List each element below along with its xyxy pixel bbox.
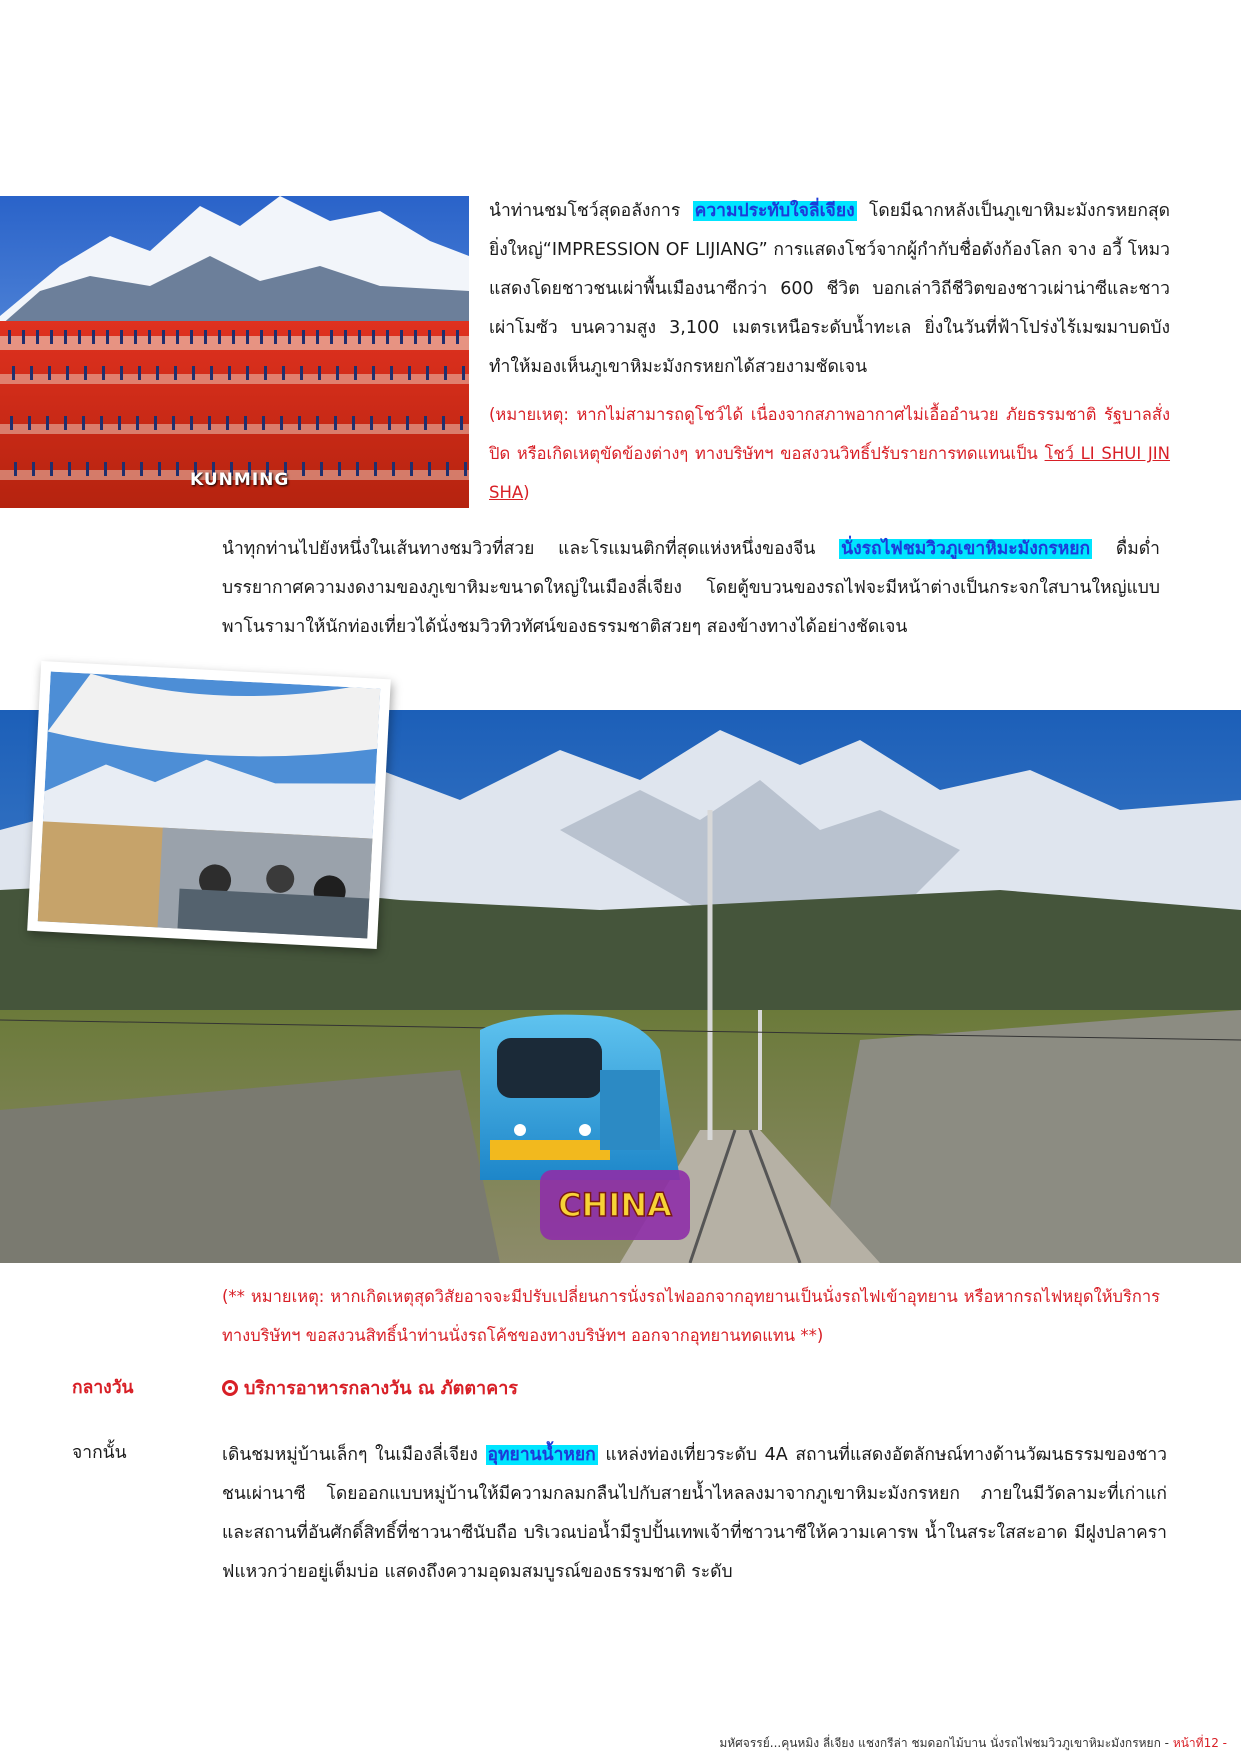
show-highlight: ความประทับใจลี่เจียง [694,201,855,221]
footer-text: มหัศจรรย์...คุนหมิง ลี่เจียง แชงกรีล่า ชมดอกไม้บาน นั่งรถไฟชมวิวภูเขาหิมะมังกรหยก - [719,1736,1173,1750]
train-note [222,1277,1160,1355]
show-note-link[interactable]: โชว์ LI SHUI JIN SHA [489,444,1171,502]
train-note-text: (** หมายเหตุ: หากเกิดเหตุสุดวิสัยอาจจะมีปรับเปลี่ยนการนั่งรถไฟออกจากอุทยานเป็นนั่งรถไฟเข้าอุทยาน หรือหากรถไฟหยุดให้บริการ ทางบริษัทฯ ขอสงวนสิทธิ์นำท่านนั่งรถโค้ชของทางบริษัทฯ ออกจากอุทยานทดแทน **) [222,1287,1160,1345]
after-label: จากนั้น [72,1443,127,1463]
train-highlight: นั่งรถไฟชมวิวภูเขาหิมะมังกรหยก [841,539,1091,559]
train-text-before: นำทุกท่านไปยังหนึ่งในเส้นทางชมวิวที่สวย และโรแมนติกที่สุดแห่งหนึ่งของจีน [222,539,840,559]
lunch-text: บริการอาหารกลางวัน ณ ภัตตาคาร [244,1378,518,1399]
show-note-end: ) [523,483,530,502]
train-description [222,530,1160,647]
train-interior-photo [27,661,391,949]
footer-page-number: หน้าที่12 - [1172,1736,1227,1750]
show-text-before: นำท่านชมโชว์สุดอลังการ [489,201,693,221]
show-text-after: โดยมีฉากหลังเป็นภูเขาหิมะมังกรหยกสุดยิ่งใหญ่“IMPRESSION OF LIJIANG” การแสดงโชว์จากผู้กำกับชื่อดังก้องโลก จาง อวี้ โหมว แสดงโดยชาวชนเผ่าพื้นเมืองนาซีกว่า 600 ชีวิต บอกเล่าวิถีชีวิตของชาวเผ่าน่าซีและชาวเผ่าโมซัว บนความสูง 3,100 เมตรเหนือระดับน้ำทะเล ยิ่งในวันที่ฟ้าโปร่งไร้เมฆมาบดบัง ทำให้มองเห็นภูเขาหิมะมังกรหยกได้สวยงามชัดเจน [489,201,1170,377]
meal-icon [222,1380,238,1396]
lunch-row [222,1373,518,1402]
china-logo: CHINA [558,1186,672,1224]
show-note [489,395,1170,512]
after-description [222,1436,1167,1592]
train-text-after: ดื่มด่ำบรรยากาศความงดงามของภูเขาหิมะขนาดใหญ่ในเมืองลี่เจียง โดยตู้ขบวนของรถไฟจะมีหน้าต่างเป็นกระจกใสบานใหญ่แบบพาโนรามาให้นักท่องเที่ยวได้นั่งชมวิวทิวทัศน์ของธรรมชาติสวยๆ สองข้างทางได้อย่างชัดเจน [222,539,1160,637]
photo-caption: KUNMING [190,470,290,490]
show-description [489,192,1170,387]
impression-show-photo [0,196,469,508]
after-text-before: เดินชมหมู่บ้านเล็กๆ ในเมืองลี่เจียง [222,1445,486,1465]
show-note-text: (หมายเหตุ: หากไม่สามารถดูโชว์ได้ เนื่องจากสภาพอากาศไม่เอื้ออำนวย ภัยธรรมชาติ รัฐบาลสั่งปิด หรือเกิดเหตุขัดข้องต่างๆ ทางบริษัทฯ ขอสงวนวิทธิ์ปรับรายการทดแทนเป็น [489,405,1170,463]
page-footer [719,1734,1227,1753]
after-highlight: อุทยานน้ำหยก [487,1445,596,1465]
after-text-after: แหล่งท่องเที่ยวระดับ 4A สถานที่แสดงอัตลักษณ์ทางด้านวัฒนธรรมของชาวชนเผ่านาซี โดยออกแบบหมู่บ้านให้มีความกลมกลืนไปกับสายน้ำไหลลงมาจากภูเขาหิมะมังกรหยก ภายในมีวัดลามะที่เก่าแก่ และสถานที่อันศักดิ์สิทธิ์ที่ชาวนาซีนับถือ บริเวณบ่อน้ำมีรูปปั้นเทพเจ้าที่ชาวนาซีให้ความเคารพ น้ำในสระใสสะอาด มีฝูงปลาคราฟแหวกว่ายอยู่เต็มบ่อ แสดงถึงความอุดมสมบูรณ์ของธรรมชาติ ระดับ [222,1445,1168,1582]
lunch-label: กลางวัน [72,1378,134,1398]
